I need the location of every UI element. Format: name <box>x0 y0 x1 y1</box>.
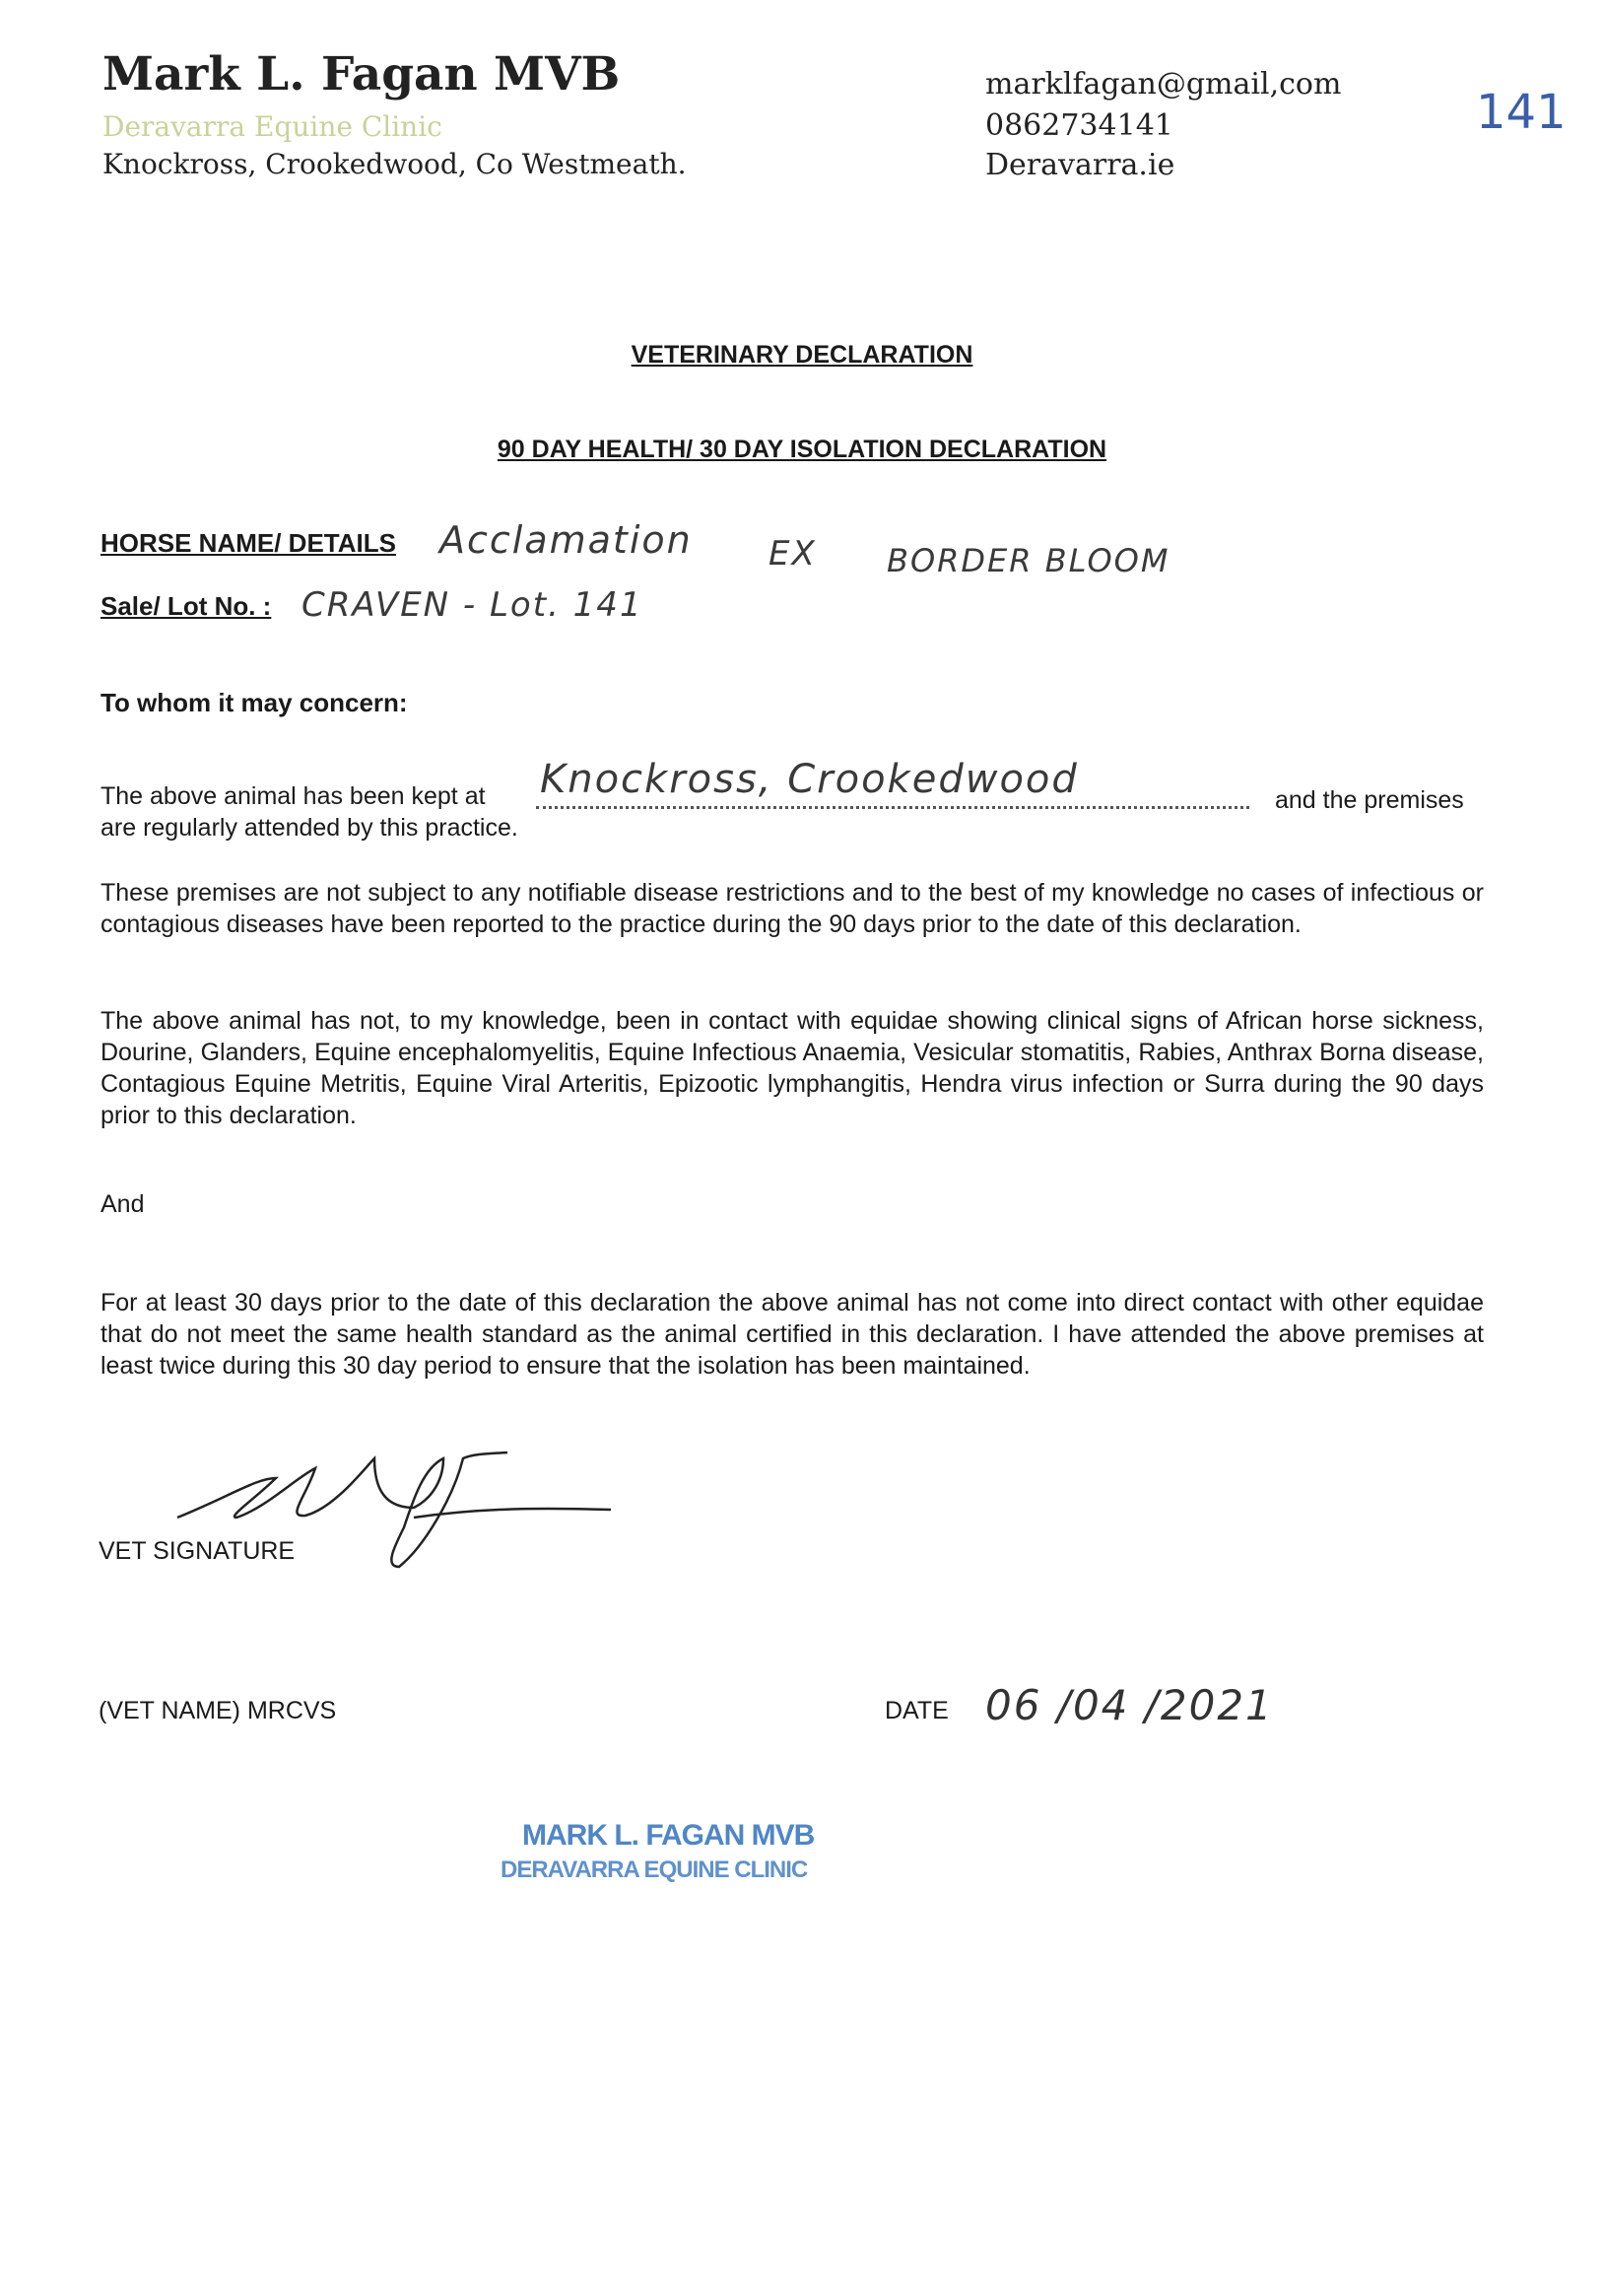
horse-name-label: HORSE NAME/ DETAILS <box>100 528 396 558</box>
clinic-address: Knockross, Crookedwood, Co Westmeath. <box>102 148 687 180</box>
contact-email: marklfagan@gmail,com <box>985 67 1342 101</box>
vet-name-label: (VET NAME) MRCVS <box>99 1697 337 1724</box>
contact-website: Deravarra.ie <box>985 148 1175 182</box>
sale-lot-value: CRAVEN - Lot. 141 <box>301 585 643 625</box>
horse-dam-value: BORDER BLOOM <box>887 542 1170 579</box>
contact-phone: 0862734141 <box>985 108 1173 143</box>
clinic-name: Deravarra Equine Clinic <box>102 110 442 143</box>
stamp-line2: DERAVARRA EQUINE CLINIC <box>501 1857 808 1883</box>
kept-at-suffix: and the premises <box>1275 786 1464 814</box>
handwritten-page-number: 141 <box>1476 85 1567 140</box>
kept-at-line2: are regularly attended by this practice. <box>100 814 518 842</box>
vet-signature-label: VET SIGNATURE <box>99 1537 296 1565</box>
kept-at-prefix: The above animal has been kept at <box>100 782 486 810</box>
and-text: And <box>100 1190 145 1218</box>
sale-lot-label: Sale/ Lot No. : <box>100 591 272 621</box>
horse-ex-text: EX <box>769 534 817 574</box>
salutation: To whom it may concern: <box>100 688 408 717</box>
paragraph-isolation: For at least 30 days prior to the date of this declaration the above animal has not come into direct contact with other equidae that do not meet the same health standard as the animal certified in this declaration. I have attended the above premises at least twice during this 30 day period to ensure that the isolation has been maintained. <box>100 1289 1484 1380</box>
kept-at-location: Knockross, Crookedwood <box>540 757 1079 802</box>
vet-name-heading: Mark L. Fagan MVB <box>102 47 621 101</box>
stamp-line1: MARK L. FAGAN MVB <box>522 1819 815 1852</box>
paragraph-premises: These premises are not subject to any notifiable disease restrictions and to the best of my knowledge no cases of infectious or contagious diseases have been reported to the practice during the 90 days prior to the date of this declaration. <box>100 879 1484 938</box>
horse-name-value: Acclamation <box>439 518 693 562</box>
date-label: DATE <box>885 1697 949 1724</box>
date-value: 06 /04 /2021 <box>985 1681 1274 1729</box>
paragraph-contact: The above animal has not, to my knowledge, been in contact with equidae showing clinical signs of African horse sickness, Dourine, Glanders, Equine encephalomyelitis, Equine Infectious Anaemia, Vesicular stomatitis, Rabies, Anthrax Borna disease, Contagious Equine Metritis, Equine Viral Arteritis, Epizootic lymphangitis, Hendra virus infection or Surra during the 90 days prior to this declaration. <box>100 1007 1484 1129</box>
document-subtitle: 90 DAY HEALTH/ 30 DAY ISOLATION DECLARATION <box>497 436 1107 463</box>
document-title: VETERINARY DECLARATION <box>631 341 973 369</box>
